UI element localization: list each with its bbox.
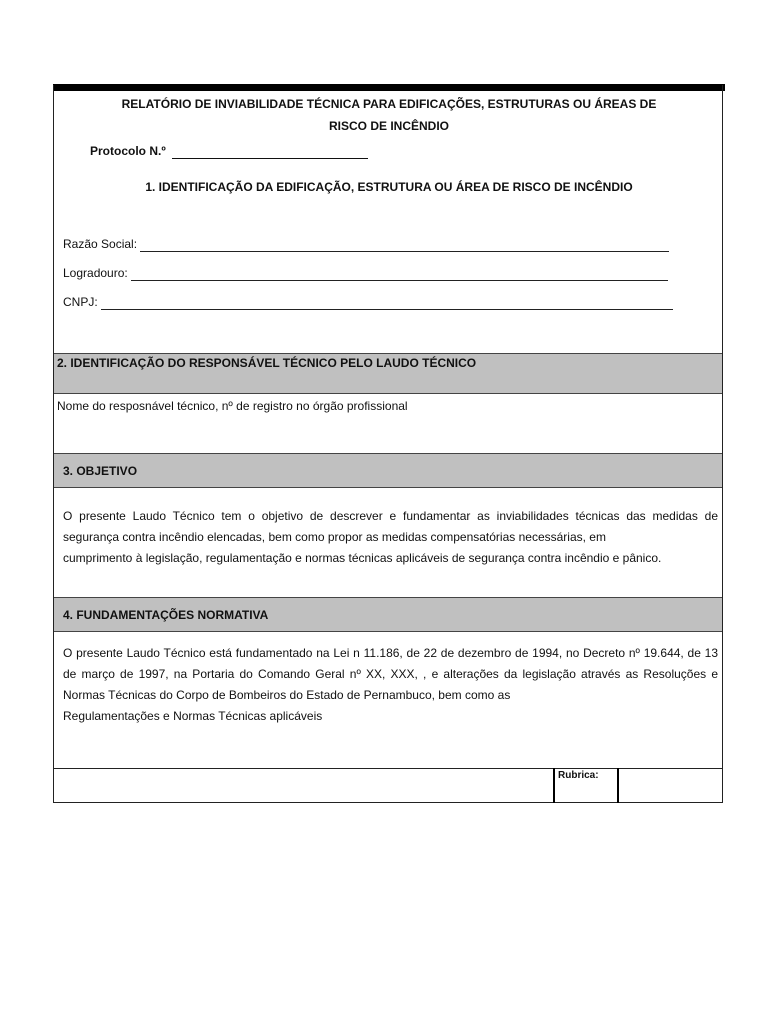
- section1-title: 1. IDENTIFICAÇÃO DA EDIFICAÇÃO, ESTRUTURA OU ÁREA DE RISCO DE INCÊNDIO: [145, 180, 633, 194]
- rubrica-cell: [553, 768, 619, 803]
- razao-social-field: [63, 237, 669, 252]
- cnpj-label: CNPJ:: [63, 295, 98, 309]
- section4-paragraph: [63, 643, 718, 727]
- protocol-field: [90, 144, 368, 159]
- section4-header: [54, 597, 722, 632]
- cnpj-field: [63, 295, 673, 310]
- rubrica-signature-box[interactable]: [619, 769, 722, 803]
- section3-paragraph: [63, 506, 718, 569]
- section3-title: 3. OBJETIVO: [63, 464, 138, 478]
- section4-text: O presente Laudo Técnico está fundamentado na Lei n 11.186, de 22 de dezembro de 1994, no Decreto nº 19.644, de 13 de março de 1997, na Portaria do Comando Geral nº XX, XXX, , e alterações da legislação através as Resoluções e Normas Técnicas do Corpo de Bombeiros do Estado de Pernambuco, bem como as: [63, 646, 718, 702]
- razao-social-input-line[interactable]: [140, 237, 669, 252]
- logradouro-field: [63, 266, 668, 281]
- form-title-line2: RISCO DE INCÊNDIO: [328, 119, 449, 133]
- rubrica-label: Rubrica:: [558, 770, 599, 781]
- section4-title: 4. FUNDAMENTAÇÕES NORMATIVA: [63, 608, 269, 622]
- section2-text: Nome do resposnável técnico, nº de registro no órgão profissional: [57, 399, 408, 413]
- razao-social-label: Razão Social:: [63, 237, 138, 251]
- section3-text: O presente Laudo Técnico tem o objetivo de descrever e fundamentar as inviabilidades técnicas das medidas de segurança contra incêndio elencadas, bem como propor as medidas compensatórias necessárias, em: [63, 509, 718, 544]
- section3-header: [54, 453, 722, 488]
- protocol-input-line[interactable]: [172, 144, 368, 159]
- form-title-line1: RELATÓRIO DE INVIABILIDADE TÉCNICA PARA EDIFICAÇÕES, ESTRUTURAS OU ÁREAS DE: [121, 97, 657, 111]
- protocol-label: Protocolo N.º: [90, 144, 166, 158]
- section4-text-last: Regulamentações e Normas Técnicas aplicáveis: [63, 709, 323, 723]
- section2-title: 2. IDENTIFICAÇÃO DO RESPONSÁVEL TÉCNICO PELO LAUDO TÉCNICO: [57, 356, 477, 370]
- logradouro-label: Logradouro:: [63, 266, 128, 280]
- logradouro-input-line[interactable]: [131, 266, 668, 281]
- cnpj-input-line[interactable]: [101, 295, 673, 310]
- section3-text-last: cumprimento à legislação, regulamentação e normas técnicas aplicáveis de segurança contra incêndio e pânico.: [63, 551, 662, 565]
- section2-header: [54, 353, 722, 394]
- inviability-report-form: [53, 85, 723, 803]
